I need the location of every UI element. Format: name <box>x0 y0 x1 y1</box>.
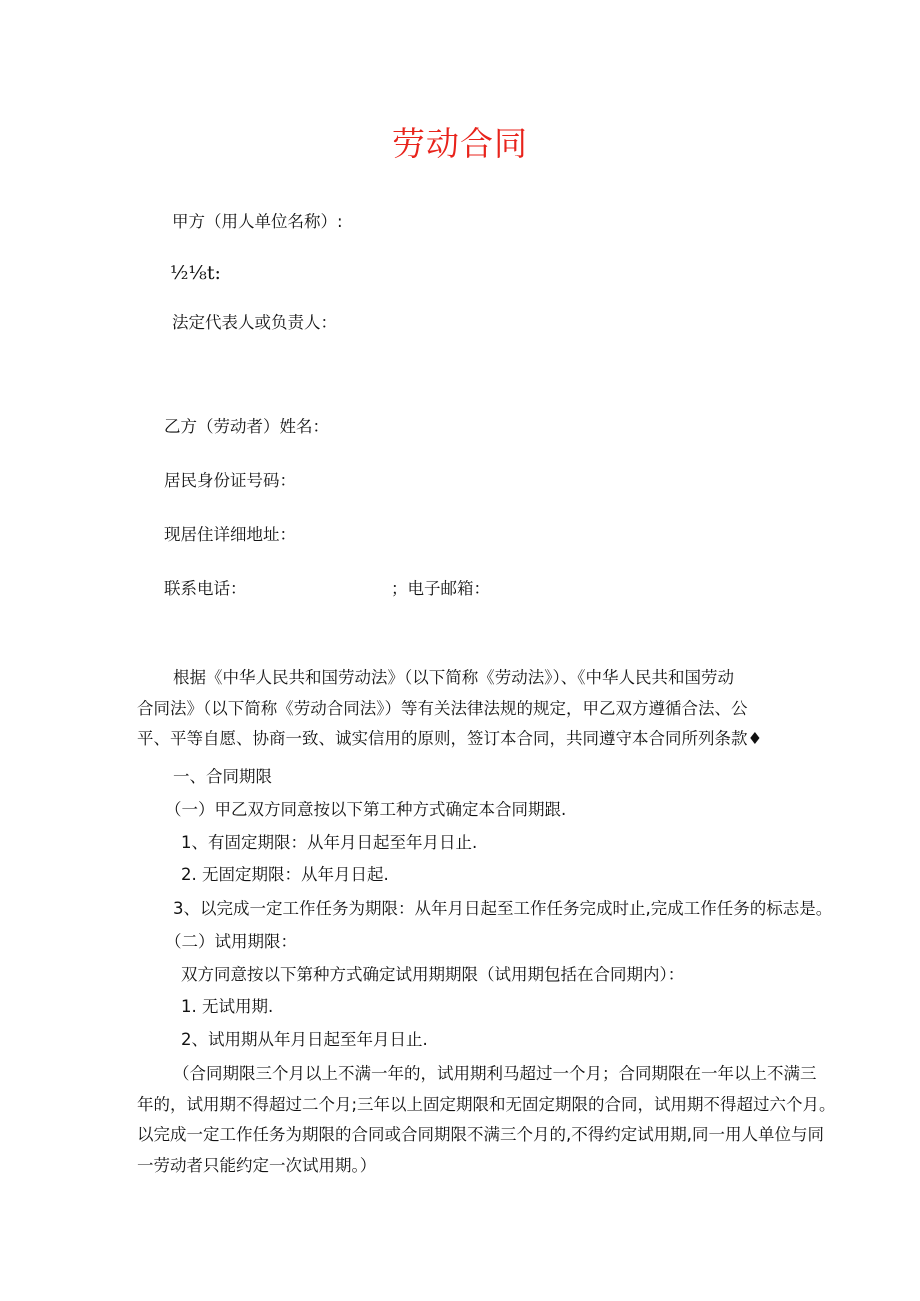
trial-note-line: 以完成一定工作任务为期限的合同或合同期限不满三个月的,不得约定试用期,同一用人单位与同 <box>137 1125 824 1144</box>
party-b-id-label: 居民身份证号码： <box>164 471 296 490</box>
party-b-address-label: 现居住详细地址： <box>164 525 296 544</box>
trial-note-line: 一劳动者只能约定一次试用期。） <box>137 1155 377 1175</box>
party-b-phone-label: 联系电话： <box>164 579 247 598</box>
party-a-representative-label: 法定代表人或负责人： <box>172 313 337 332</box>
trial-option-dated: 2、试用期从年月日起至年月日止. <box>181 1030 428 1049</box>
section-heading: 一、合同期限 <box>173 767 272 786</box>
trial-note-paragraph <box>137 1064 836 1188</box>
term-option-open: 2. 无固定期限：从年月日起. <box>181 865 389 884</box>
intro-paragraph <box>137 670 787 762</box>
subsection-term-type: （一）甲乙双方同意按以下第工种方式确定本合同期跟. <box>165 800 567 819</box>
trial-intro: 双方同意按以下第种方式确定试用期期限（试用期包括在合同期内）： <box>181 965 685 984</box>
trial-option-none: 1. 无试用期. <box>181 997 274 1016</box>
intro-line: 合同法》（以下简称《劳动合同法》）等有关法律法规的规定，甲乙双方遵循合法、公 <box>137 698 748 718</box>
document-title: 劳动合同 <box>392 124 528 163</box>
party-a-address-label: ½⅛t: <box>170 262 221 284</box>
trial-note-line: （合同期限三个月以上不满一年的，试用期利马超过一个月；合同期限在一年以上不满三 <box>173 1064 817 1083</box>
term-option-task: 3、以完成一定工作任务为期限：从年月日起至工作任务完成时止,完成工作任务的标志是。 <box>173 899 833 918</box>
subsection-trial-period: （二）试用期限： <box>165 932 297 951</box>
party-b-name-label: 乙方（劳动者）姓名： <box>164 417 329 436</box>
intro-line: 根据《中华人民共和国劳动法》（以下简称《劳动法》）、《中华人民共和国劳动 <box>173 668 734 687</box>
party-a-name-label: 甲方（用人单位名称）: <box>172 212 343 231</box>
trial-note-line: 年的，试用期不得超过二个月;三年以上固定期限和无固定期限的合同，试用期不得超过六个月。 <box>137 1094 836 1114</box>
intro-line: 平、平等自愿、协商一致、诚实信用的原则，签订本合同，共同遵守本合同所列条款♦ <box>137 729 763 748</box>
party-b-email-label: ；电子邮箱： <box>391 579 490 598</box>
term-option-fixed: 1、有固定期限：从年月日起至年月日止. <box>181 833 478 852</box>
